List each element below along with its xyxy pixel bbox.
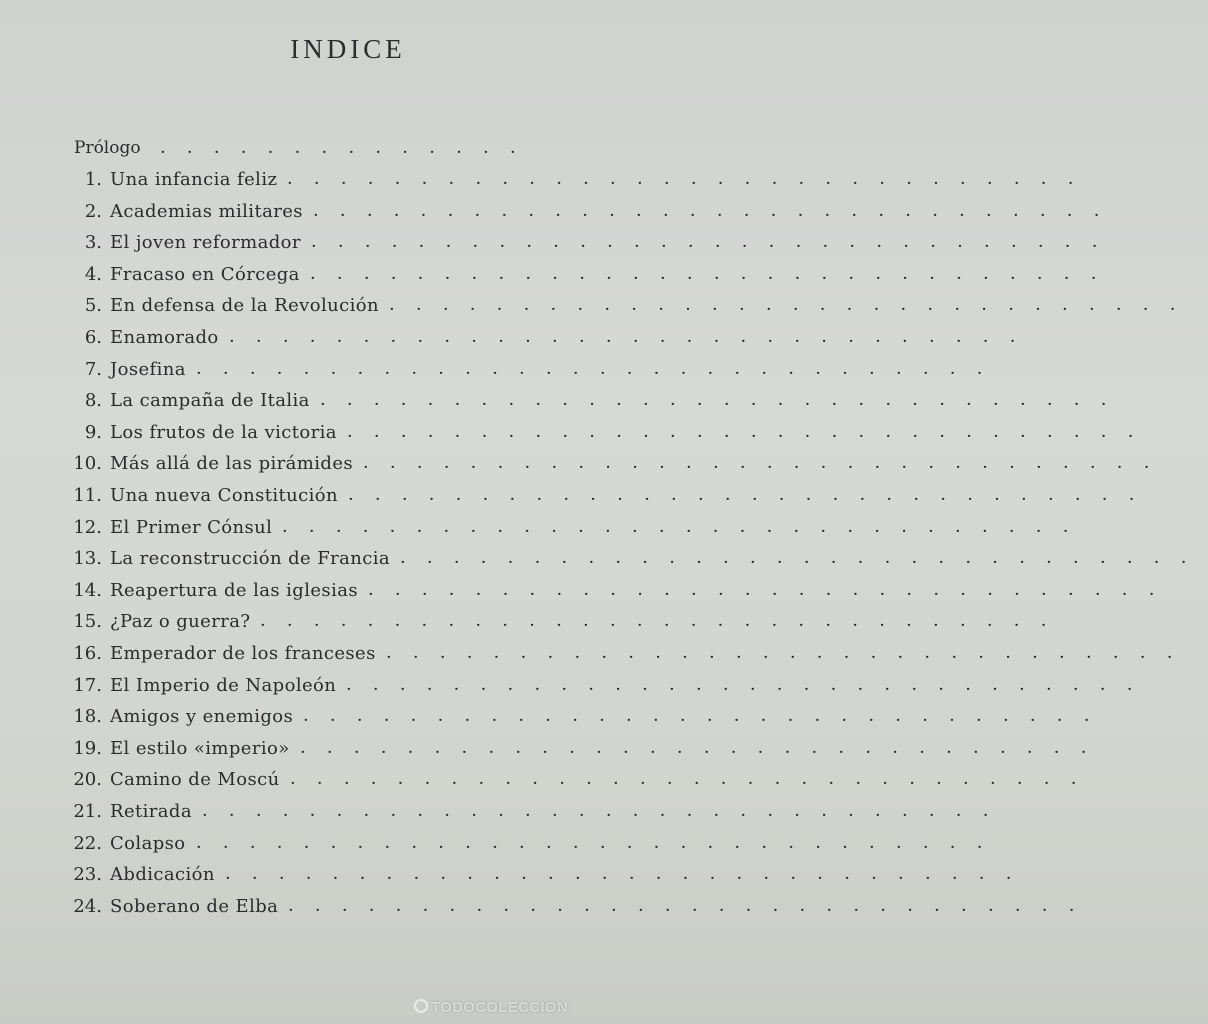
dot-leader: ······························: [347, 425, 1155, 447]
toc-entry-number: 7.: [84, 358, 102, 380]
toc-entry-label: El joven reformador: [110, 232, 301, 254]
dot-leader: ······························: [288, 899, 1096, 921]
toc-entry: [0, 801, 1010, 829]
dot-leader: ······························: [229, 331, 1037, 352]
toc-entry-label: ¿Paz o guerra?: [110, 611, 251, 633]
toc-entry-number: 12.: [73, 516, 102, 538]
toc-entry: [0, 390, 1128, 418]
dot-leader: ······························: [260, 615, 1068, 637]
toc-entry: [0, 674, 1154, 703]
toc-entry-number: 20.: [73, 769, 102, 791]
toc-entry-label: Reapertura de las iglesias: [110, 579, 358, 601]
toc-entry: [0, 864, 1033, 892]
toc-entry-number: 1.: [84, 169, 102, 190]
toc-entry-number: 6.: [84, 327, 102, 348]
dot-leader: ······························: [348, 489, 1156, 510]
toc-entry: [0, 200, 1121, 229]
toc-entry: [0, 516, 1090, 545]
toc-entry: [0, 769, 1098, 797]
toc-entry: [0, 643, 1194, 671]
toc-entry-label: Camino de Moscú: [110, 769, 280, 791]
dot-leader: ······························: [202, 805, 1010, 826]
dot-leader: ······························: [287, 173, 1095, 194]
toc-entry: [0, 548, 1208, 576]
toc-entry-prologue: [0, 138, 576, 166]
dot-leader: ······························: [310, 267, 1118, 289]
dot-leader: ······························: [313, 204, 1121, 226]
dot-leader: ······························: [311, 236, 1119, 258]
toc-entry: [0, 421, 1155, 450]
toc-entry-number: 15.: [73, 611, 102, 633]
toc-entry: [0, 232, 1119, 260]
watermark-logo: [414, 999, 568, 1016]
toc-entry: [0, 327, 1037, 355]
dot-leader: ······························: [389, 299, 1197, 321]
toc-entry-number: 17.: [73, 674, 102, 696]
toc-entry: [0, 737, 1108, 766]
dot-leader: ······························: [196, 836, 1004, 858]
toc-entry-label: Josefina: [110, 358, 186, 380]
dot-leader: ······························: [282, 520, 1090, 542]
toc-entry-number: 16.: [73, 643, 102, 664]
toc-entry-label: La campaña de Italia: [110, 390, 310, 412]
toc-entry-number: 14.: [73, 579, 102, 601]
toc-entry: [0, 295, 1197, 323]
toc-entry: [0, 611, 1068, 639]
toc-entry-label: Más allá de las pirámides: [110, 453, 354, 475]
dot-leader: ······························: [225, 868, 1033, 890]
toc-entry-number: 11.: [73, 485, 102, 506]
toc-entry-number: 3.: [84, 232, 102, 254]
toc-entry-number: 22.: [73, 832, 102, 854]
toc-entry-label: Colapso: [110, 832, 186, 854]
toc-entry-number: 2.: [84, 200, 102, 222]
toc-entry-label: Una nueva Constitución: [110, 485, 338, 506]
toc-entry-number: 13.: [73, 548, 102, 570]
toc-entry-number: 10.: [73, 453, 102, 475]
toc-entry-number: 18.: [73, 706, 102, 728]
dot-leader: ······························: [346, 678, 1154, 700]
toc-entry-number: 5.: [84, 295, 102, 317]
dot-leader: ······························: [300, 741, 1108, 763]
toc-entry-number: 8.: [84, 390, 102, 412]
toc-entry: [0, 169, 1095, 197]
dot-leader: ······························: [303, 710, 1111, 732]
toc-entry-label: Emperador de los franceses: [110, 643, 376, 664]
watermark-text: TODOCOLECCION: [431, 999, 568, 1016]
toc-entry-label: Prólogo: [74, 138, 141, 158]
toc-entry-label: Soberano de Elba: [110, 895, 279, 917]
toc-entry-label: Una infancia feliz: [110, 169, 278, 190]
toc-entry-label: El Imperio de Napoleón: [110, 674, 337, 696]
toc-entry-label: Academias militares: [110, 200, 303, 222]
toc-entry-number: 21.: [73, 801, 102, 822]
dot-leader: ······························: [363, 457, 1171, 479]
toc-entry-label: Retirada: [110, 801, 192, 822]
toc-entry-label: Amigos y enemigos: [110, 706, 294, 728]
toc-entry-number: 23.: [73, 864, 102, 886]
dot-leader: ······························: [400, 552, 1208, 574]
toc-entry-label: La reconstrucción de Francia: [110, 548, 390, 570]
toc-entry: [0, 706, 1111, 734]
toc-entry: [0, 832, 1004, 861]
dot-leader: ··············: [160, 142, 537, 163]
toc-entry: [0, 358, 1004, 387]
toc-entry-number: 19.: [73, 737, 102, 759]
toc-entry-label: Fracaso en Córcega: [110, 263, 300, 285]
toc-entry: [0, 263, 1118, 292]
toc-entry-number: 24.: [73, 895, 102, 917]
dot-leader: ······························: [368, 583, 1176, 605]
toc-entry: [0, 895, 1096, 924]
toc-entry-number: 9.: [84, 421, 102, 443]
toc-entry-label: Abdicación: [110, 864, 215, 886]
toc-entry-label: El Primer Cónsul: [110, 516, 273, 538]
watermark-icon: [414, 999, 428, 1013]
toc-entry: [0, 485, 1156, 513]
toc-entry-label: El estilo «imperio»: [110, 737, 290, 759]
dot-leader: ······························: [386, 647, 1194, 668]
toc-entry-label: Los frutos de la victoria: [110, 421, 337, 443]
dot-leader: ······························: [290, 773, 1098, 795]
dot-leader: ······························: [196, 362, 1004, 384]
toc-entry: [0, 579, 1176, 608]
toc-entry-label: Enamorado: [110, 327, 219, 348]
dot-leader: ······························: [320, 394, 1128, 416]
toc-entry: [0, 453, 1171, 481]
page-title: INDICE: [290, 34, 406, 64]
toc-entry-number: 4.: [84, 263, 102, 285]
toc-entry-label: En defensa de la Revolución: [110, 295, 379, 317]
